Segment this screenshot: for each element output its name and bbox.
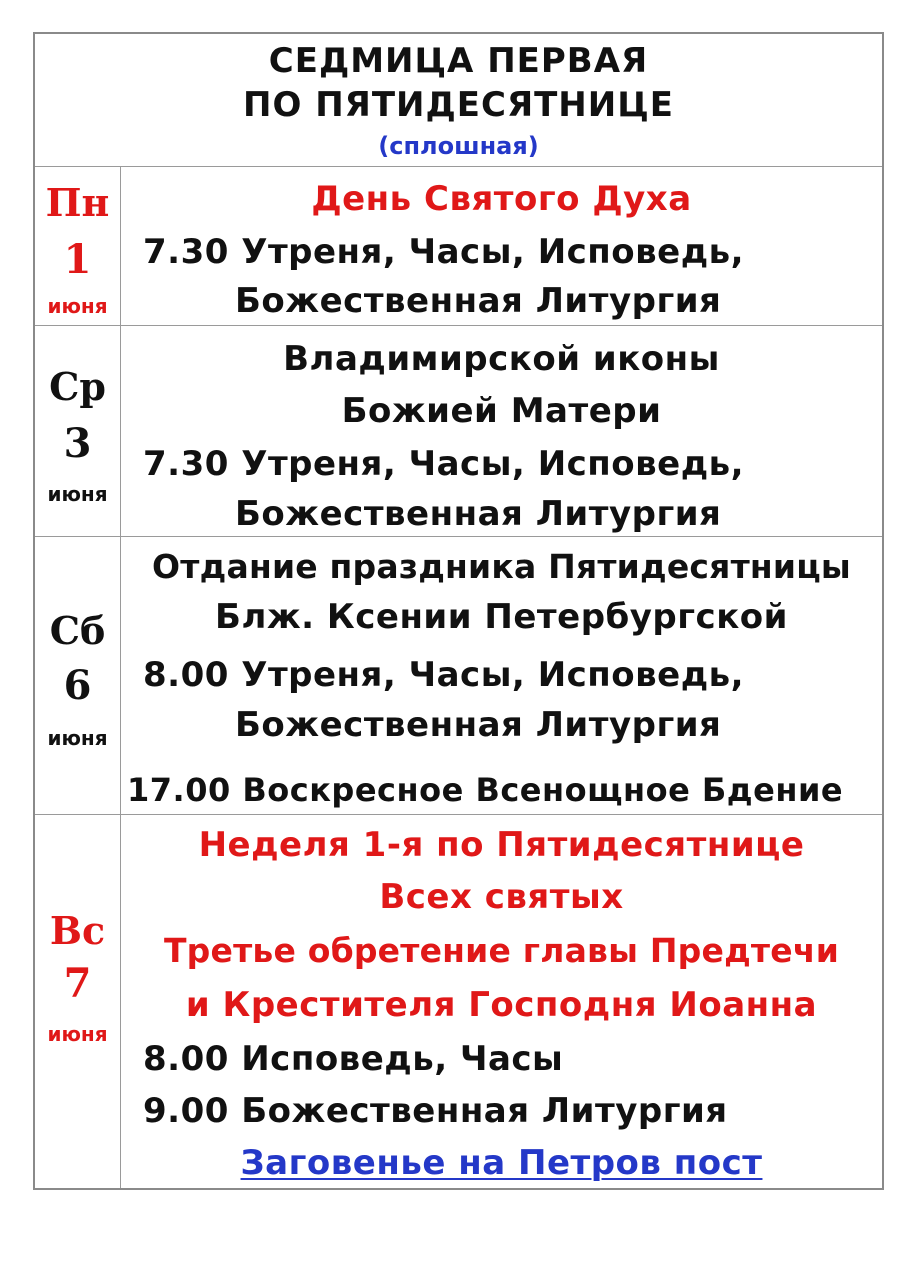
feast-title: Всех святых (379, 877, 624, 917)
date-number: 7 (63, 960, 92, 1007)
row-divider (35, 325, 882, 326)
feast-title: Блж. Ксении Петербургской (215, 597, 788, 637)
weekday-label: Пн (45, 180, 110, 225)
feast-title: Владимирской иконы (283, 339, 720, 379)
weekday-label: Вс (49, 908, 106, 953)
feast-title: Божией Матери (341, 391, 662, 431)
feast-title: Неделя 1-я по Пятидесятнице (198, 825, 805, 865)
service-line: 17.00 Воскресное Всенощное Бдение (127, 771, 844, 809)
month-label: июня (47, 726, 108, 750)
service-line: Божественная Литургия (235, 494, 722, 534)
fast-announcement: Заговенье на Петров пост (240, 1143, 763, 1183)
service-line: 8.00 Утреня, Часы, Исповедь, (143, 655, 745, 695)
weekday-label: Ср (49, 364, 106, 409)
title-line-1: СЕДМИЦА ПЕРВАЯ (268, 41, 649, 81)
row-divider (35, 166, 882, 167)
row-divider (35, 814, 882, 815)
subtitle: (сплошная) (378, 132, 539, 160)
feast-title: Отдание праздника Пятидесятницы (152, 547, 851, 586)
column-divider (120, 166, 121, 1188)
date-number: 3 (63, 420, 92, 467)
feast-title: День Святого Духа (311, 179, 692, 219)
service-line: 7.30 Утреня, Часы, Исповедь, (143, 232, 745, 272)
date-number: 6 (63, 662, 92, 709)
row-divider (35, 536, 882, 537)
weekday-label: Сб (49, 608, 106, 653)
month-label: июня (47, 482, 108, 506)
service-line: 7.30 Утреня, Часы, Исповедь, (143, 444, 745, 484)
service-line: Божественная Литургия (235, 281, 722, 321)
service-line: 9.00 Божественная Литургия (143, 1091, 728, 1131)
feast-title: и Крестителя Господня Иоанна (185, 985, 818, 1025)
feast-title: Третье обретение главы Предтечи (163, 931, 840, 970)
month-label: июня (47, 1022, 108, 1046)
date-number: 1 (63, 236, 92, 283)
service-line: 8.00 Исповедь, Часы (143, 1039, 564, 1079)
month-label: июня (47, 294, 108, 318)
title-line-2: ПО ПЯТИДЕСЯТНИЦЕ (243, 85, 674, 125)
schedule-table (33, 32, 884, 1190)
service-line: Божественная Литургия (235, 705, 722, 745)
